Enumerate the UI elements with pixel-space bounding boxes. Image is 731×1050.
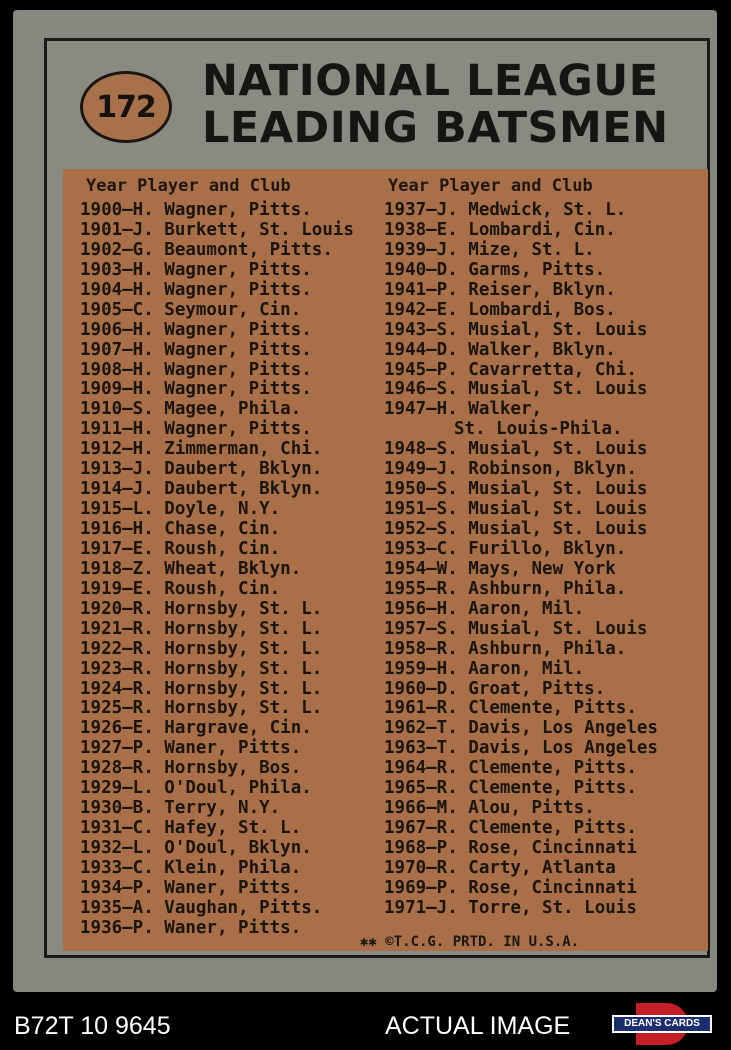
batsman-entry: 1915—L. Doyle, N.Y. <box>80 499 281 520</box>
batsman-entry: 1935—A. Vaughan, Pitts. <box>80 897 323 918</box>
batsman-entry: 1946—S. Musial, St. Louis <box>384 379 648 400</box>
batsman-entry: 1947—H. Walker, <box>384 399 543 420</box>
batsman-entry: 1910—S. Magee, Phila. <box>80 399 302 420</box>
batsman-entry: 1903—H. Wagner, Pitts. <box>80 259 312 280</box>
right-batsmen-list <box>384 201 658 919</box>
batsman-entry: 1931—C. Hafey, St. L. <box>80 818 302 839</box>
batsman-entry: 1918—Z. Wheat, Bklyn. <box>80 558 302 579</box>
batsman-entry: 1940—D. Garms, Pitts. <box>384 259 606 280</box>
batsman-entry: 1963—T. Davis, Los Angeles <box>384 738 658 759</box>
title-line-2: LEADING BATSMEN <box>202 103 669 153</box>
batsman-entry: 1966—M. Alou, Pitts. <box>384 798 595 819</box>
batsman-entry: 1921—R. Hornsby, St. L. <box>80 618 323 639</box>
batsman-entry: 1959—H. Aaron, Mil. <box>384 658 585 679</box>
batsman-entry: 1923—R. Hornsby, St. L. <box>80 658 323 679</box>
batsman-entry: 1969—P. Rose, Cincinnati <box>384 877 637 898</box>
batsman-entry: 1920—R. Hornsby, St. L. <box>80 598 323 619</box>
batsman-entry: 1943—S. Musial, St. Louis <box>384 319 648 340</box>
batsman-entry: 1952—S. Musial, St. Louis <box>384 519 648 539</box>
batsman-entry: 1958—R. Ashburn, Phila. <box>384 638 627 659</box>
batsman-entry: 1926—E. Hargrave, Cin. <box>80 718 312 739</box>
cert-id: B72T 10 9645 <box>14 1012 171 1040</box>
card-title <box>202 58 672 152</box>
batsman-entry: 1924—R. Hornsby, St. L. <box>80 678 323 699</box>
batsman-entry: 1925—R. Hornsby, St. L. <box>80 698 323 719</box>
batsman-entry: 1919—E. Roush, Cin. <box>80 578 281 599</box>
batsman-entry: 1913—J. Daubert, Bklyn. <box>80 459 323 480</box>
batsman-entry: 1905—C. Seymour, Cin. <box>80 299 302 320</box>
batsman-entry: 1936—P. Waner, Pitts. <box>80 917 302 938</box>
batsman-entry: 1965—R. Clemente, Pitts. <box>384 778 637 799</box>
batsman-entry: 1948—S. Musial, St. Louis <box>384 439 648 460</box>
batsman-entry: 1949—J. Robinson, Bklyn. <box>384 459 637 480</box>
batsman-entry: 1934—P. Waner, Pitts. <box>80 877 302 898</box>
batsman-entry: 1955—R. Ashburn, Phila. <box>384 578 627 599</box>
title-line-1: NATIONAL LEAGUE <box>202 56 659 106</box>
batsman-entry: 1928—R. Hornsby, Bos. <box>80 758 302 779</box>
batsman-entry: 1962—T. Davis, Los Angeles <box>384 718 658 739</box>
batsman-entry: 1904—H. Wagner, Pitts. <box>80 279 312 300</box>
batsman-entry: 1939—J. Mize, St. L. <box>384 239 595 260</box>
batsman-entry: 1953—C. Furillo, Bklyn. <box>384 538 627 559</box>
batsman-entry: 1951—S. Musial, St. Louis <box>384 499 648 520</box>
batsman-entry: 1906—H. Wagner, Pitts. <box>80 319 312 340</box>
batsman-entry: 1968—P. Rose, Cincinnati <box>384 838 637 858</box>
batsman-entry: 1911—H. Wagner, Pitts. <box>80 419 312 440</box>
batsman-entry: 1917—E. Roush, Cin. <box>80 538 281 559</box>
batsman-entry: 1901—J. Burkett, St. Louis <box>80 219 354 240</box>
batsman-entry: 1942—E. Lombardi, Bos. <box>384 299 616 320</box>
batsman-entry: 1938—E. Lombardi, Cin. <box>384 219 616 240</box>
batsman-entry: 1964—R. Clemente, Pitts. <box>384 758 637 779</box>
batsman-entry: 1954—W. Mays, New York <box>384 558 616 579</box>
batsman-entry: 1916—H. Chase, Cin. <box>80 519 281 539</box>
batsman-entry: 1907—H. Wagner, Pitts. <box>80 339 312 360</box>
batsman-entry: 1967—R. Clemente, Pitts. <box>384 818 637 839</box>
copyright-line: ✱✱ ©T.C.G. PRTD. IN U.S.A. <box>360 934 580 950</box>
batsman-entry: 1956—H. Aaron, Mil. <box>384 598 585 619</box>
batsman-entry: St. Louis-Phila. <box>454 419 623 440</box>
batsman-entry: 1932—L. O'Doul, Bklyn. <box>80 838 312 858</box>
logo-text: DEAN'S CARDS <box>612 1015 712 1033</box>
batsman-entry: 1909—H. Wagner, Pitts. <box>80 379 312 400</box>
card-number: 172 <box>96 89 156 125</box>
actual-image-caption: ACTUAL IMAGE <box>385 1012 571 1040</box>
batsman-entry: 1957—S. Musial, St. Louis <box>384 618 648 639</box>
deans-cards-logo <box>612 1003 712 1045</box>
batsman-entry: 1900—H. Wagner, Pitts. <box>80 200 312 220</box>
batsman-entry: 1937—J. Medwick, St. L. <box>384 200 627 220</box>
batsman-entry: 1971—J. Torre, St. Louis <box>384 897 637 918</box>
batsman-entry: 1944—D. Walker, Bklyn. <box>384 339 616 360</box>
batsman-entry: 1960—D. Groat, Pitts. <box>384 678 606 699</box>
left-column-header: Year Player and Club <box>86 176 291 196</box>
batsman-entry: 1941—P. Reiser, Bklyn. <box>384 279 616 300</box>
batsman-entry: 1950—S. Musial, St. Louis <box>384 479 648 500</box>
batsman-entry: 1933—C. Klein, Phila. <box>80 857 302 878</box>
batsman-entry: 1922—R. Hornsby, St. L. <box>80 638 323 659</box>
batsman-entry: 1945—P. Cavarretta, Chi. <box>384 359 637 380</box>
batsman-entry: 1961—R. Clemente, Pitts. <box>384 698 637 719</box>
batsman-entry: 1930—B. Terry, N.Y. <box>80 798 281 819</box>
batsman-entry: 1902—G. Beaumont, Pitts. <box>80 239 333 260</box>
batsman-entry: 1912—H. Zimmerman, Chi. <box>80 439 323 460</box>
batsman-entry: 1929—L. O'Doul, Phila. <box>80 778 312 799</box>
right-column-header: Year Player and Club <box>388 176 593 196</box>
batsman-entry: 1914—J. Daubert, Bklyn. <box>80 479 323 500</box>
batsman-entry: 1908—H. Wagner, Pitts. <box>80 359 312 380</box>
left-batsmen-list <box>80 201 354 939</box>
card-number-badge <box>80 71 172 143</box>
batsman-entry: 1970—R. Carty, Atlanta <box>384 857 616 878</box>
batsman-entry: 1927—P. Waner, Pitts. <box>80 738 302 759</box>
